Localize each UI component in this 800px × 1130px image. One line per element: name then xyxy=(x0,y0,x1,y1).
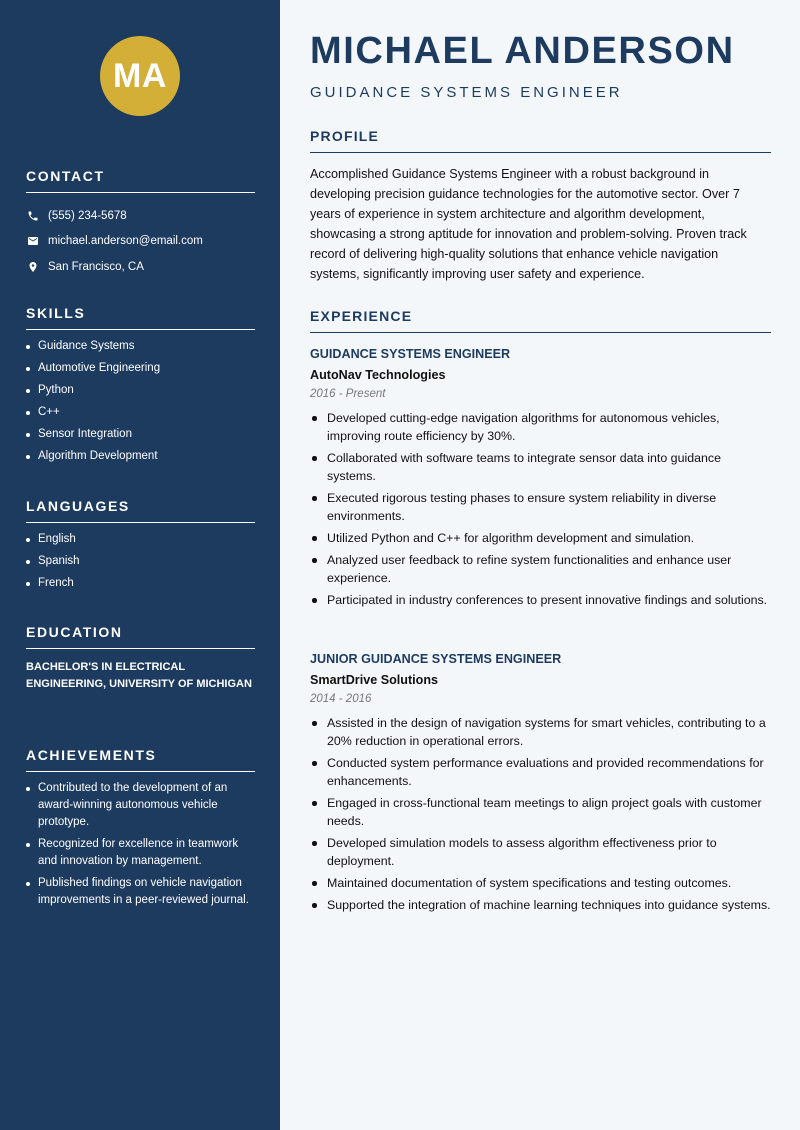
profile-section xyxy=(310,128,771,284)
email-icon xyxy=(26,234,40,248)
job-bullet: Supported the integration of machine learning techniques into guidance systems. xyxy=(310,896,771,914)
job-bullet: Engaged in cross-functional team meetings to align project goals with customer needs. xyxy=(310,794,771,830)
job-company: AutoNav Technologies xyxy=(310,368,446,382)
contact-location xyxy=(26,254,255,280)
achievement-item: Contributed to the development of an award-winning autonomous vehicle prototype. xyxy=(26,780,255,831)
email-text: michael.anderson@email.com xyxy=(48,235,203,248)
candidate-name: MICHAEL ANDERSON xyxy=(310,30,735,72)
education-heading: EDUCATION xyxy=(26,624,255,649)
skill-item: C++ xyxy=(26,404,255,421)
skill-item: Automotive Engineering xyxy=(26,360,255,377)
experience-heading: EXPERIENCE xyxy=(310,308,771,333)
job-dates: 2016 - Present xyxy=(310,388,386,400)
sidebar xyxy=(0,0,280,1130)
phone-icon xyxy=(26,209,40,223)
skills-heading: SKILLS xyxy=(26,305,255,330)
job-bullet: Participated in industry conferences to present innovative findings and solutions. xyxy=(310,591,771,609)
job-bullet: Collaborated with software teams to integrate sensor data into guidance systems. xyxy=(310,449,771,485)
achievements-section xyxy=(26,747,255,914)
skills-section xyxy=(26,305,255,470)
language-item: English xyxy=(26,531,255,548)
location-text: San Francisco, CA xyxy=(48,260,144,273)
experience-section xyxy=(310,308,771,333)
education-section xyxy=(26,624,255,693)
profile-heading: PROFILE xyxy=(310,128,771,153)
languages-heading: LANGUAGES xyxy=(26,498,255,523)
job-bullet: Analyzed user feedback to refine system functionalities and enhance user experience. xyxy=(310,551,771,587)
avatar: MA xyxy=(100,36,180,116)
job-dates: 2014 - 2016 xyxy=(310,693,372,705)
skill-item: Sensor Integration xyxy=(26,426,255,443)
achievement-item: Published findings on vehicle navigation improvements in a peer-reviewed journal. xyxy=(26,875,255,909)
job-bullet: Developed cutting-edge navigation algorithms for autonomous vehicles, improving route efficiency by 30%. xyxy=(310,409,771,445)
job-bullet: Developed simulation models to assess algorithm effectiveness prior to deployment. xyxy=(310,834,771,870)
job-bullet: Maintained documentation of system specifications and testing outcomes. xyxy=(310,874,771,892)
job-entry xyxy=(310,347,771,613)
job-bullet: Utilized Python and C++ for algorithm development and simulation. xyxy=(310,529,771,547)
job-company: SmartDrive Solutions xyxy=(310,673,439,687)
candidate-title: GUIDANCE SYSTEMS ENGINEER xyxy=(310,84,623,101)
location-pin-icon xyxy=(26,260,40,274)
phone-text: (555) 234-5678 xyxy=(48,209,127,222)
language-item: Spanish xyxy=(26,553,255,570)
job-title: JUNIOR GUIDANCE SYSTEMS ENGINEER xyxy=(310,652,562,666)
job-entry xyxy=(310,652,771,918)
profile-text: Accomplished Guidance Systems Engineer with a robust background in developing precision guidance technologies for the automotive sector. Over 7 years of experience in system architecture and algorithm development, showcasing a strong aptitude for innovation and problem-solving. Proven track record of delivering high-quality solutions that enhance vehicle navigation systems, significantly improving user safety and experience. xyxy=(310,167,747,281)
job-bullet: Assisted in the design of navigation systems for smart vehicles, contributing to a 20% reduction in operational errors. xyxy=(310,714,771,750)
achievement-item: Recognized for excellence in teamwork and innovation by management. xyxy=(26,836,255,870)
contact-heading: CONTACT xyxy=(26,168,255,193)
contact-section xyxy=(26,168,255,280)
education-degree: BACHELOR'S IN ELECTRICAL ENGINEERING, UNIVERSITY OF MICHIGAN xyxy=(26,661,252,690)
language-item: French xyxy=(26,575,255,592)
job-title: GUIDANCE SYSTEMS ENGINEER xyxy=(310,347,511,361)
contact-phone xyxy=(26,203,255,229)
contact-email xyxy=(26,229,255,255)
skill-item: Guidance Systems xyxy=(26,338,255,355)
job-bullet: Conducted system performance evaluations and provided recommendations for enhancements. xyxy=(310,754,771,790)
skill-item: Algorithm Development xyxy=(26,448,255,465)
job-bullet: Executed rigorous testing phases to ensure system reliability in diverse environments. xyxy=(310,489,771,525)
languages-section xyxy=(26,498,255,597)
achievements-heading: ACHIEVEMENTS xyxy=(26,747,255,772)
skill-item: Python xyxy=(26,382,255,399)
